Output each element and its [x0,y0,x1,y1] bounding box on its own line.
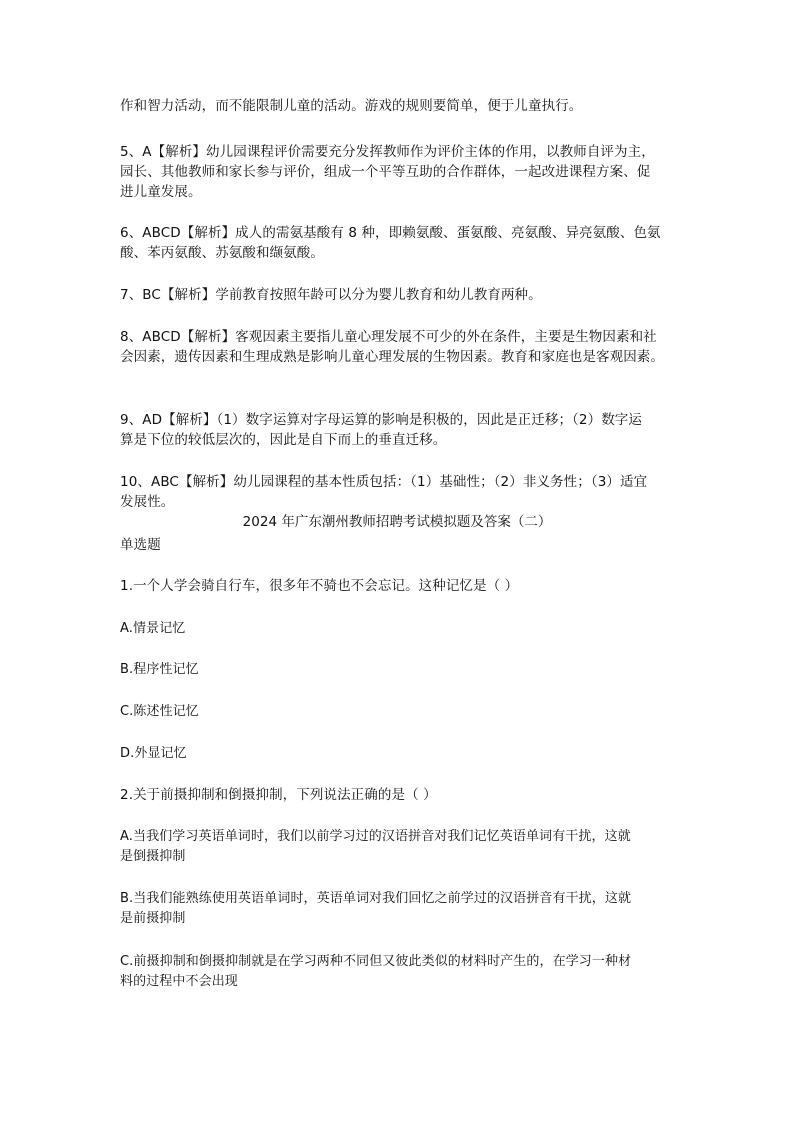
question-2-option-a-line-2: 是倒摄抑制 [120,849,186,864]
answer-5-line-1: 5、A【解析】幼儿园课程评价需要充分发挥教师作为评价主体的作用，以教师自评为主， [120,144,655,160]
question-2-option-c-line-2: 料的过程中不会出现 [120,974,238,989]
answer-7-line-1: 7、BC【解析】学前教育按照年龄可以分为婴儿教育和幼儿教育两种。 [120,287,542,303]
answer-9-line-2: 算是下位的较低层次的，因此是自下而上的垂直迁移。 [120,432,447,448]
question-1-option-b: B.程序性记忆 [120,662,199,677]
question-1-option-d: D.外显记忆 [120,746,187,761]
answer-9-line-1: 9、AD【解析】（1）数字运算对字母运算的影响是积极的，因此是正迁移；（2）数字运 [120,412,642,428]
question-2-option-b-line-1: B.当我们能熟练使用英语单词时，英语单词对我们回忆之前学过的汉语拼音有干扰，这就 [120,891,632,906]
question-1-option-a: A.情景记忆 [120,621,186,636]
answer-5-line-3: 进儿童发展。 [120,184,202,200]
previous-answer-tail: 作和智力活动，而不能限制儿童的活动。游戏的规则要简单，便于儿童执行。 [120,98,583,114]
answer-10-line-1: 10、ABC【解析】幼儿园课程的基本性质包括：（1）基础性；（2）非义务性；（3）适宜 [120,474,648,490]
question-1-option-c: C.陈述性记忆 [120,704,199,719]
answer-6-line-2: 酸、苯丙氨酸、苏氨酸和缬氨酸。 [120,245,324,261]
question-2-stem: 2.关于前摄抑制和倒摄抑制，下列说法正确的是（ ） [120,787,437,803]
exam-title: 2024 年广东潮州教师招聘考试模拟题及答案（二） [242,514,552,530]
answer-6-line-1: 6、ABCD【解析】成人的需氨基酸有 8 种，即赖氨酸、蛋氨酸、亮氨酸、异亮氨酸、色氨 [120,225,661,241]
question-2-option-a-line-1: A.当我们学习英语单词时，我们以前学习过的汉语拼音对我们记忆英语单词有干扰，这就 [120,829,631,844]
answer-8-line-1: 8、ABCD【解析】客观因素主要指儿童心理发展不可少的外在条件，主要是生物因素和社 [120,329,657,345]
answer-8-line-2: 会因素，遗传因素和生理成熟是影响儿童心理发展的生物因素。教育和家庭也是客观因素。 [120,349,664,365]
answer-10-line-2: 发展性。 [120,494,175,510]
question-1-stem: 1.一个人学会骑自行车，很多年不骑也不会忘记。这种记忆是（ ） [120,578,519,594]
answer-5-line-2: 园长、其他教师和家长参与评价，组成一个平等互助的合作群体，一起改进课程方案、促 [120,164,651,180]
question-2-option-b-line-2: 是前摄抑制 [120,911,186,926]
question-2-option-c-line-1: C.前摄抑制和倒摄抑制就是在学习两种不同但又彼此类似的材料时产生的，在学习一种材 [120,954,632,969]
section-heading: 单选题 [120,537,161,553]
